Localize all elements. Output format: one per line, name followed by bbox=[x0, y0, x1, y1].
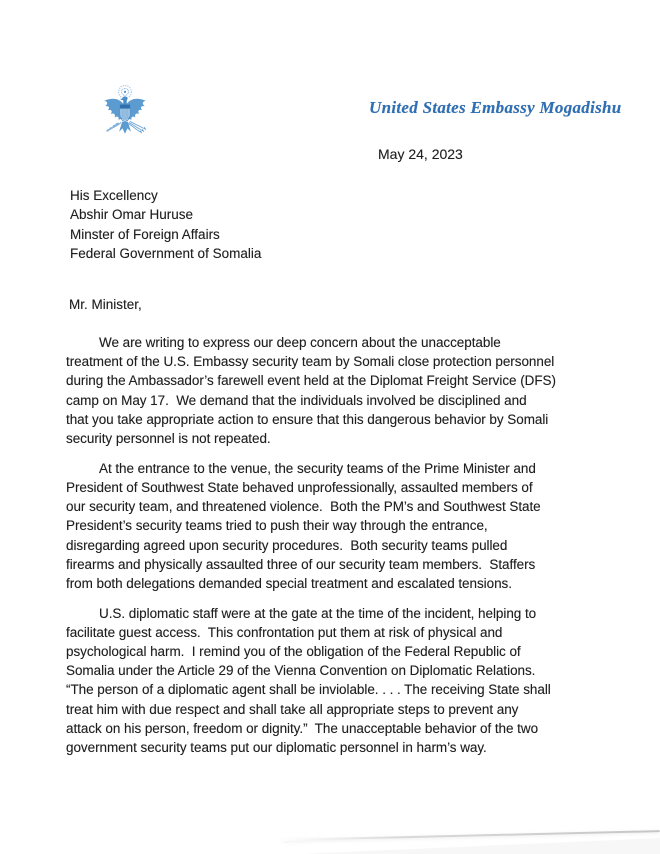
body-text-line: President of Southwest State behaved unprofessionally, assaulted members of bbox=[66, 479, 533, 495]
body-text-line: camp on May 17. We demand that the individuals involved be disciplined and bbox=[66, 392, 527, 408]
body-text-line: U.S. diplomatic staff were at the gate at the time of the incident, helping to bbox=[99, 605, 537, 621]
salutation: Mr. Minister, bbox=[69, 297, 142, 312]
body-text-line: psychological harm. I remind you of the obligation of the Federal Republic of bbox=[66, 644, 521, 660]
page-edge-shadow bbox=[283, 830, 660, 841]
body-text-line: security personnel is not repeated. bbox=[66, 431, 271, 447]
body-text-line: At the entrance to the venue, the security teams of the Prime Minister and bbox=[99, 460, 536, 476]
recipient-line: Minster of Foreign Affairs bbox=[70, 226, 220, 242]
body-text-line: attack on his person, freedom or dignity.” The unacceptable behavior of the two bbox=[66, 720, 539, 736]
letterhead-org-name: United States Embassy Mogadishu bbox=[369, 98, 622, 117]
body-text-line: We are writing to express our deep concern about the unacceptable bbox=[99, 335, 501, 350]
body-text-line: “The person of a diplomatic agent shall be inviolable. . . . The receiving State shall bbox=[66, 682, 551, 698]
body-text-line: treatment of the U.S. Embassy security team by Somali close protection personnel bbox=[66, 354, 555, 370]
letter-body bbox=[66, 333, 556, 768]
body-text-line: treat him with due respect and shall take all appropriate steps to prevent any bbox=[66, 701, 519, 717]
recipient-line: Abshir Omar Huruse bbox=[70, 207, 194, 223]
body-text-line: during the Ambassador’s farewell event held at the Diplomat Freight Service (DFS) bbox=[66, 373, 556, 389]
body-text-line: facilitate guest access. This confrontation put them at risk of physical and bbox=[66, 624, 503, 640]
date-line: May 24, 2023 bbox=[378, 146, 463, 162]
body-text-line: firearms and physically assaulted three of our security team members. Staffers bbox=[66, 556, 536, 572]
body-text-line: from both delegations demanded special treatment and escalated tensions. bbox=[66, 575, 512, 591]
recipient-line: His Excellency bbox=[70, 188, 158, 203]
body-text-line: disregarding agreed upon security procedures. Both security teams pulled bbox=[66, 537, 508, 553]
body-text-line: President’s security teams tried to push their way through the entrance, bbox=[66, 518, 488, 534]
body-paragraph-1 bbox=[66, 333, 556, 448]
body-text-line: Somalia under the Article 29 of the Vienna Convention on Diplomatic Relations. bbox=[66, 663, 536, 679]
recipient-block bbox=[70, 186, 261, 263]
us-great-seal-icon bbox=[100, 84, 150, 153]
body-text-line: that you take appropriate action to ensure that this dangerous behavior by Somali bbox=[66, 411, 549, 427]
body-paragraph-2 bbox=[66, 459, 556, 593]
recipient-line: Federal Government of Somalia bbox=[70, 245, 262, 261]
body-paragraph-3 bbox=[66, 604, 556, 758]
page-corner-shadow bbox=[300, 838, 660, 854]
body-text-line: government security teams put our diplomatic personnel in harm’s way. bbox=[66, 740, 487, 756]
body-text-line: our security team, and threatened violence. Both the PM’s and Southwest State bbox=[66, 499, 541, 515]
